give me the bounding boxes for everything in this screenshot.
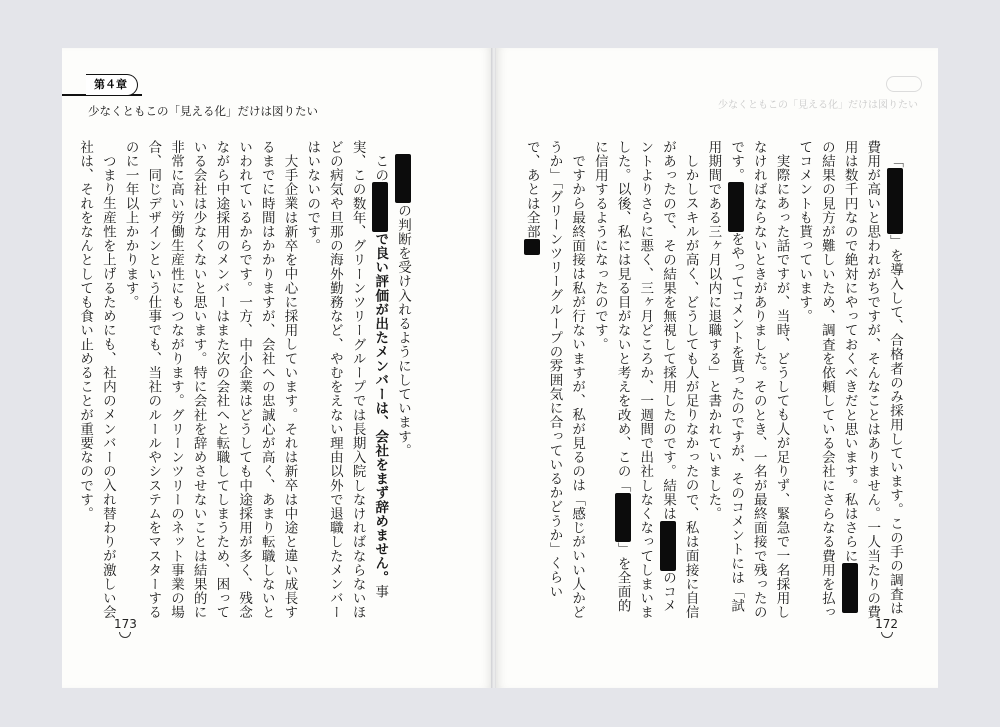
left-page (62, 48, 492, 688)
chapter-subtitle: 少なくともこの「見える化」だけは図りたい (88, 104, 318, 118)
left-body-text (73, 140, 414, 620)
redaction-bar (842, 563, 858, 613)
right-page (496, 48, 938, 688)
text-run: この (372, 153, 389, 182)
text-run: の判断を受け入れるようにしています。 (395, 203, 411, 458)
ghost-chapter-mark (886, 76, 922, 92)
right-page-number: 172 (875, 617, 898, 638)
text-run: 」を導入して、合格者のみ採用しています。この手の調査は費用が高いと思われがちですが、そんなことはありません。一人当たりの費用は数千円なので絶対にやっておくべきだと思います。私はさらに (841, 140, 903, 620)
bold-text: で良い評価が出たメンバーは、会社をまず辞めません。 (372, 231, 389, 585)
paragraph (73, 140, 118, 620)
text-run: の結果の見方が難しいため、調査を依頼している会社にさらなる費用を払ってコメントも貰っています。 (796, 140, 835, 620)
paragraph (588, 140, 702, 620)
redaction-bar (887, 168, 903, 234)
redaction-bar (728, 182, 744, 232)
text-run: 大手企業は新卒を中心に採用しています。それは新卒は中途と違い成長するまでに時間はかかりますが、会社への忠誠心が高く、あまり転職しないといわれているからです。一方、中小企業はどうしても中途採用が多く、残念ながら中途採用のメンバーはまた次の会社へと転職してしまうため、困っている会社は少なくないと思います。特に会社を辞めさせないことは結果的に非常に高い労働生産性にもつながります。グリーンツリーのネット事業の場合、同じデザインという仕事でも、当社のルールやシステムをマスターするのに一年以上かかります。 (122, 140, 298, 620)
text-run: 「 (887, 153, 903, 168)
paragraph (119, 140, 301, 620)
redaction-bar (372, 182, 388, 232)
right-body-text (520, 140, 906, 620)
paragraph (520, 140, 588, 620)
paragraph (391, 140, 414, 620)
chapter-label: 第４章 (86, 74, 138, 96)
redaction-bar (615, 493, 631, 543)
paragraph (300, 140, 391, 620)
redaction-bar (395, 154, 411, 204)
ghost-header: 少なくともこの「見える化」だけは図りたい (718, 100, 918, 111)
text-run: しかしスキルが高く、どうしても人が足りなかったので、私は面接に自信があったので、その結果を無視して採用したのです。結果は (659, 140, 699, 619)
text-run: 事実、この数年、グリーンツリーグループでは長期入院しなければならないほどの病気や旦那の海外勤務など、やむをえない理由以外で退職したメンバーはいないのです。 (304, 140, 389, 620)
text-run: 実際にあった話ですが、当時、どうしても人が足りず、緊急で一名採用しなければならないときがありました。そのとき、一名が最終面接で残ったのです。 (728, 140, 790, 620)
text-run: つまり生産性を上げるためにも、社内のメンバーの入れ替わりが激しい会社は、それをなんとしても食い止めることが重要なのです。 (77, 140, 116, 619)
text-run: のコメントよりさらに悪く、三ヶ月どころか、一週間で出社しなくなってしまいました。以後、私には見る目がないと考えを改め、この「 (614, 140, 676, 620)
text-run: 」を全面的に信用するようになったのです。 (591, 140, 631, 613)
left-page-number: 173 (114, 617, 137, 638)
redaction-bar (524, 239, 540, 256)
redaction-bar (660, 521, 676, 571)
paragraph (792, 140, 906, 620)
text-run: ですから最終面接は私が行ないますが、私が見るのは「感じがいい人かどうか」「グリーンツリーグループの雰囲気に合っているかどうか」くらいで、あとは全部 (523, 140, 586, 619)
paragraph (702, 140, 793, 620)
text-run: をやってコメントを貰ったのですが、そのコメントには「試用期間である三ヶ月以内に退職する」と書かれていました。 (705, 140, 745, 613)
